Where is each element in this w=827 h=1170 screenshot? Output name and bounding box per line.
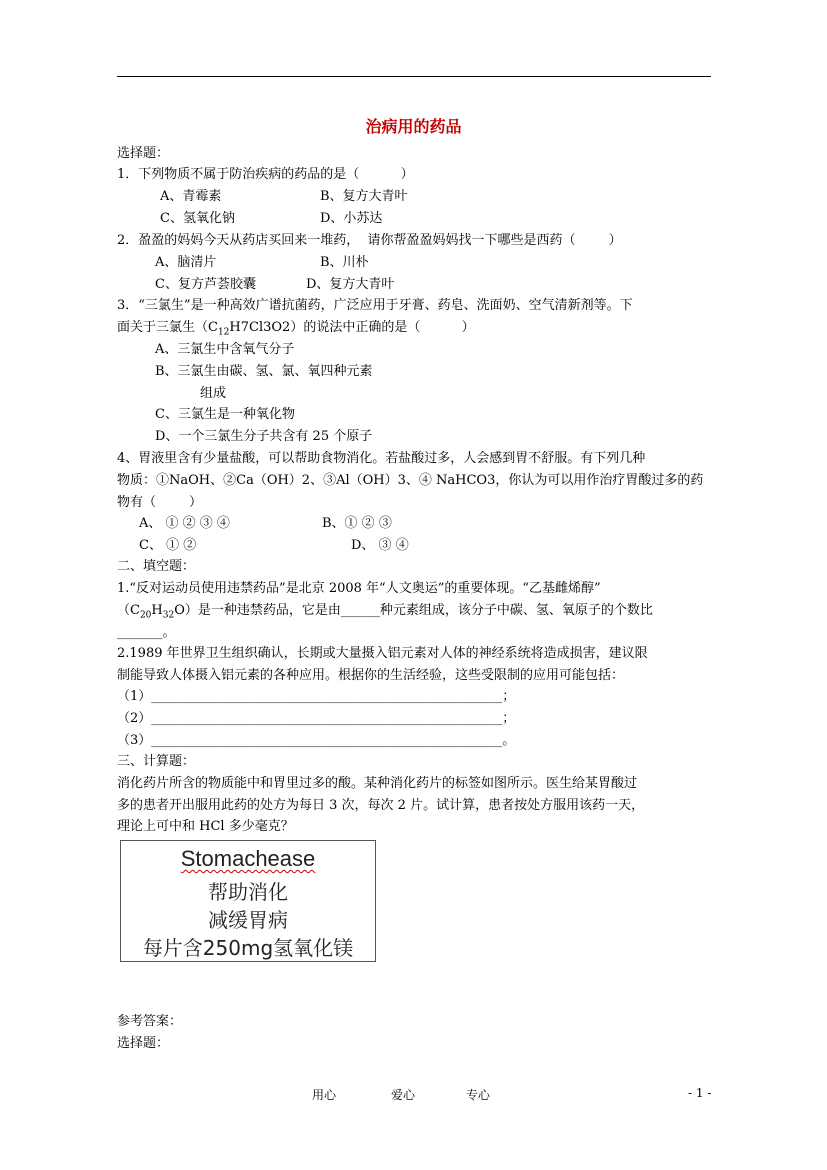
q3-option-d: D、一个三氯生分子共含有 25 个原子 [155, 429, 373, 444]
q1-option-a: A、青霉素 [160, 189, 222, 204]
drug-label-line2: 帮助消化 [208, 880, 288, 904]
q2-stem: 2．盈盈的妈妈今天从药店买回来一堆药， 请你帮盈盈妈妈找一下哪些是西药（ ） [117, 233, 622, 248]
section-choice-heading: 选择题： [117, 146, 170, 161]
fill2-line2: 制能导致人体摄入铝元素的各种应用。根据你的生活经验，这些受限制的应用可能包括： [117, 668, 625, 683]
q3-option-a: A、三氯生中含氧气分子 [155, 342, 295, 357]
q2-option-b: B、川朴 [320, 255, 369, 270]
calc-line1: 消化药片所含的物质能中和胃里过多的酸。某种消化药片的标签如图所示。医生给某胃酸过 [117, 776, 638, 791]
section-answer-heading: 参考答案： [117, 1014, 183, 1029]
section-calc-heading: 三、计算题： [117, 754, 196, 769]
answer-choice-heading: 选择题： [117, 1036, 170, 1051]
footer-right: 专心 [466, 1088, 491, 1102]
header-rule [117, 76, 711, 77]
calc-line2: 多的患者开出服用此药的处方为每日 3 次，每次 2 片。试计算，患者按处方服用该药一天， [117, 798, 645, 813]
q3-stem-line1: 3．“三氯生”是一种高效广谱抗菌药，广泛应用于牙膏、药皂、洗面奶、空气清新剂等。下 [117, 298, 633, 313]
footer-middle: 爱心 [391, 1088, 416, 1102]
fill1-line2: $(C_{20}H_{32}O)$是一种违禁药品，它是由______种元素组成，该分子中碳、氢、氧原子的个数比 [117, 603, 653, 621]
fill2-blank-1: （1）______________________________________________________； [117, 689, 516, 704]
q3-option-b: B、三氯生由碳、氢、氯、氧四种元素 [155, 364, 373, 379]
q3-stem-line2: 面关于三氯生$(C_{12}H7Cl3O2)$的说法中正确的是（ ） [117, 320, 475, 338]
drug-label-figure [120, 840, 376, 962]
q2-option-c: C、复方芦荟胶囊 [155, 277, 256, 292]
footer-left: 用心 [312, 1088, 337, 1102]
q4-stem-line3: 物有（ ） [117, 495, 203, 510]
drug-label-line3: 减缓胃病 [208, 908, 288, 932]
fill1-line1: 1.“反对运动员使用违禁药品”是北京 2008 年“人文奥运”的重要体现。“乙基雌烯醇” [117, 581, 601, 596]
q1-option-c: C、氢氧化钠 [160, 211, 235, 226]
q1-option-d: D、小苏达 [320, 211, 383, 226]
q4-option-b: B、① ② ③ [322, 516, 392, 531]
drug-label-line4: 每片含250mg氢氧化镁 [142, 936, 354, 960]
q4-option-a: A、 ① ② ③ ④ [139, 516, 230, 531]
q1-stem: 1．下列物质不属于防治疾病的药品的是（ ） [117, 167, 414, 182]
calc-line3: 理论上可中和 HCl 多少毫克？ [117, 819, 294, 834]
fill2-line1: 2.1989 年世界卫生组织确认，长期或大量摄入铝元素对人体的神经系统将造成损害，建议限 [117, 646, 648, 661]
q4-stem-line2: 物质：①NaOH、②Ca（OH）2、③Al（OH）3、④ NaHCO3，你认为可以用作治疗胃酸过多的药 [117, 473, 704, 488]
q2-option-d: D、复方大青叶 [306, 277, 395, 292]
page-title: 治病用的药品 [365, 117, 462, 136]
fill2-blank-2: （2）______________________________________________________； [117, 711, 516, 726]
q4-option-d: D、 ③ ④ [351, 538, 409, 553]
q4-option-c: C、 ① ② [139, 538, 197, 553]
section-fill-heading: 二、填空题： [117, 559, 196, 574]
q4-stem-line1: 4、胃液里含有少量盐酸，可以帮助食物消化。若盐酸过多，人会感到胃不舒服。有下列几种 [117, 451, 646, 466]
q1-option-b: B、复方大青叶 [320, 189, 408, 204]
drug-label-name: Stomachease [180, 846, 316, 871]
q3-option-b-cont: 组成 [200, 386, 227, 401]
q2-option-a: A、脑清片 [155, 255, 217, 270]
fill2-blank-3: （3）______________________________________________________。 [117, 733, 516, 748]
q3-option-c: C、三氯生是一种氧化物 [155, 407, 295, 422]
page-number: - 1 - [688, 1086, 712, 1100]
fill1-line3: _______。 [117, 625, 176, 640]
